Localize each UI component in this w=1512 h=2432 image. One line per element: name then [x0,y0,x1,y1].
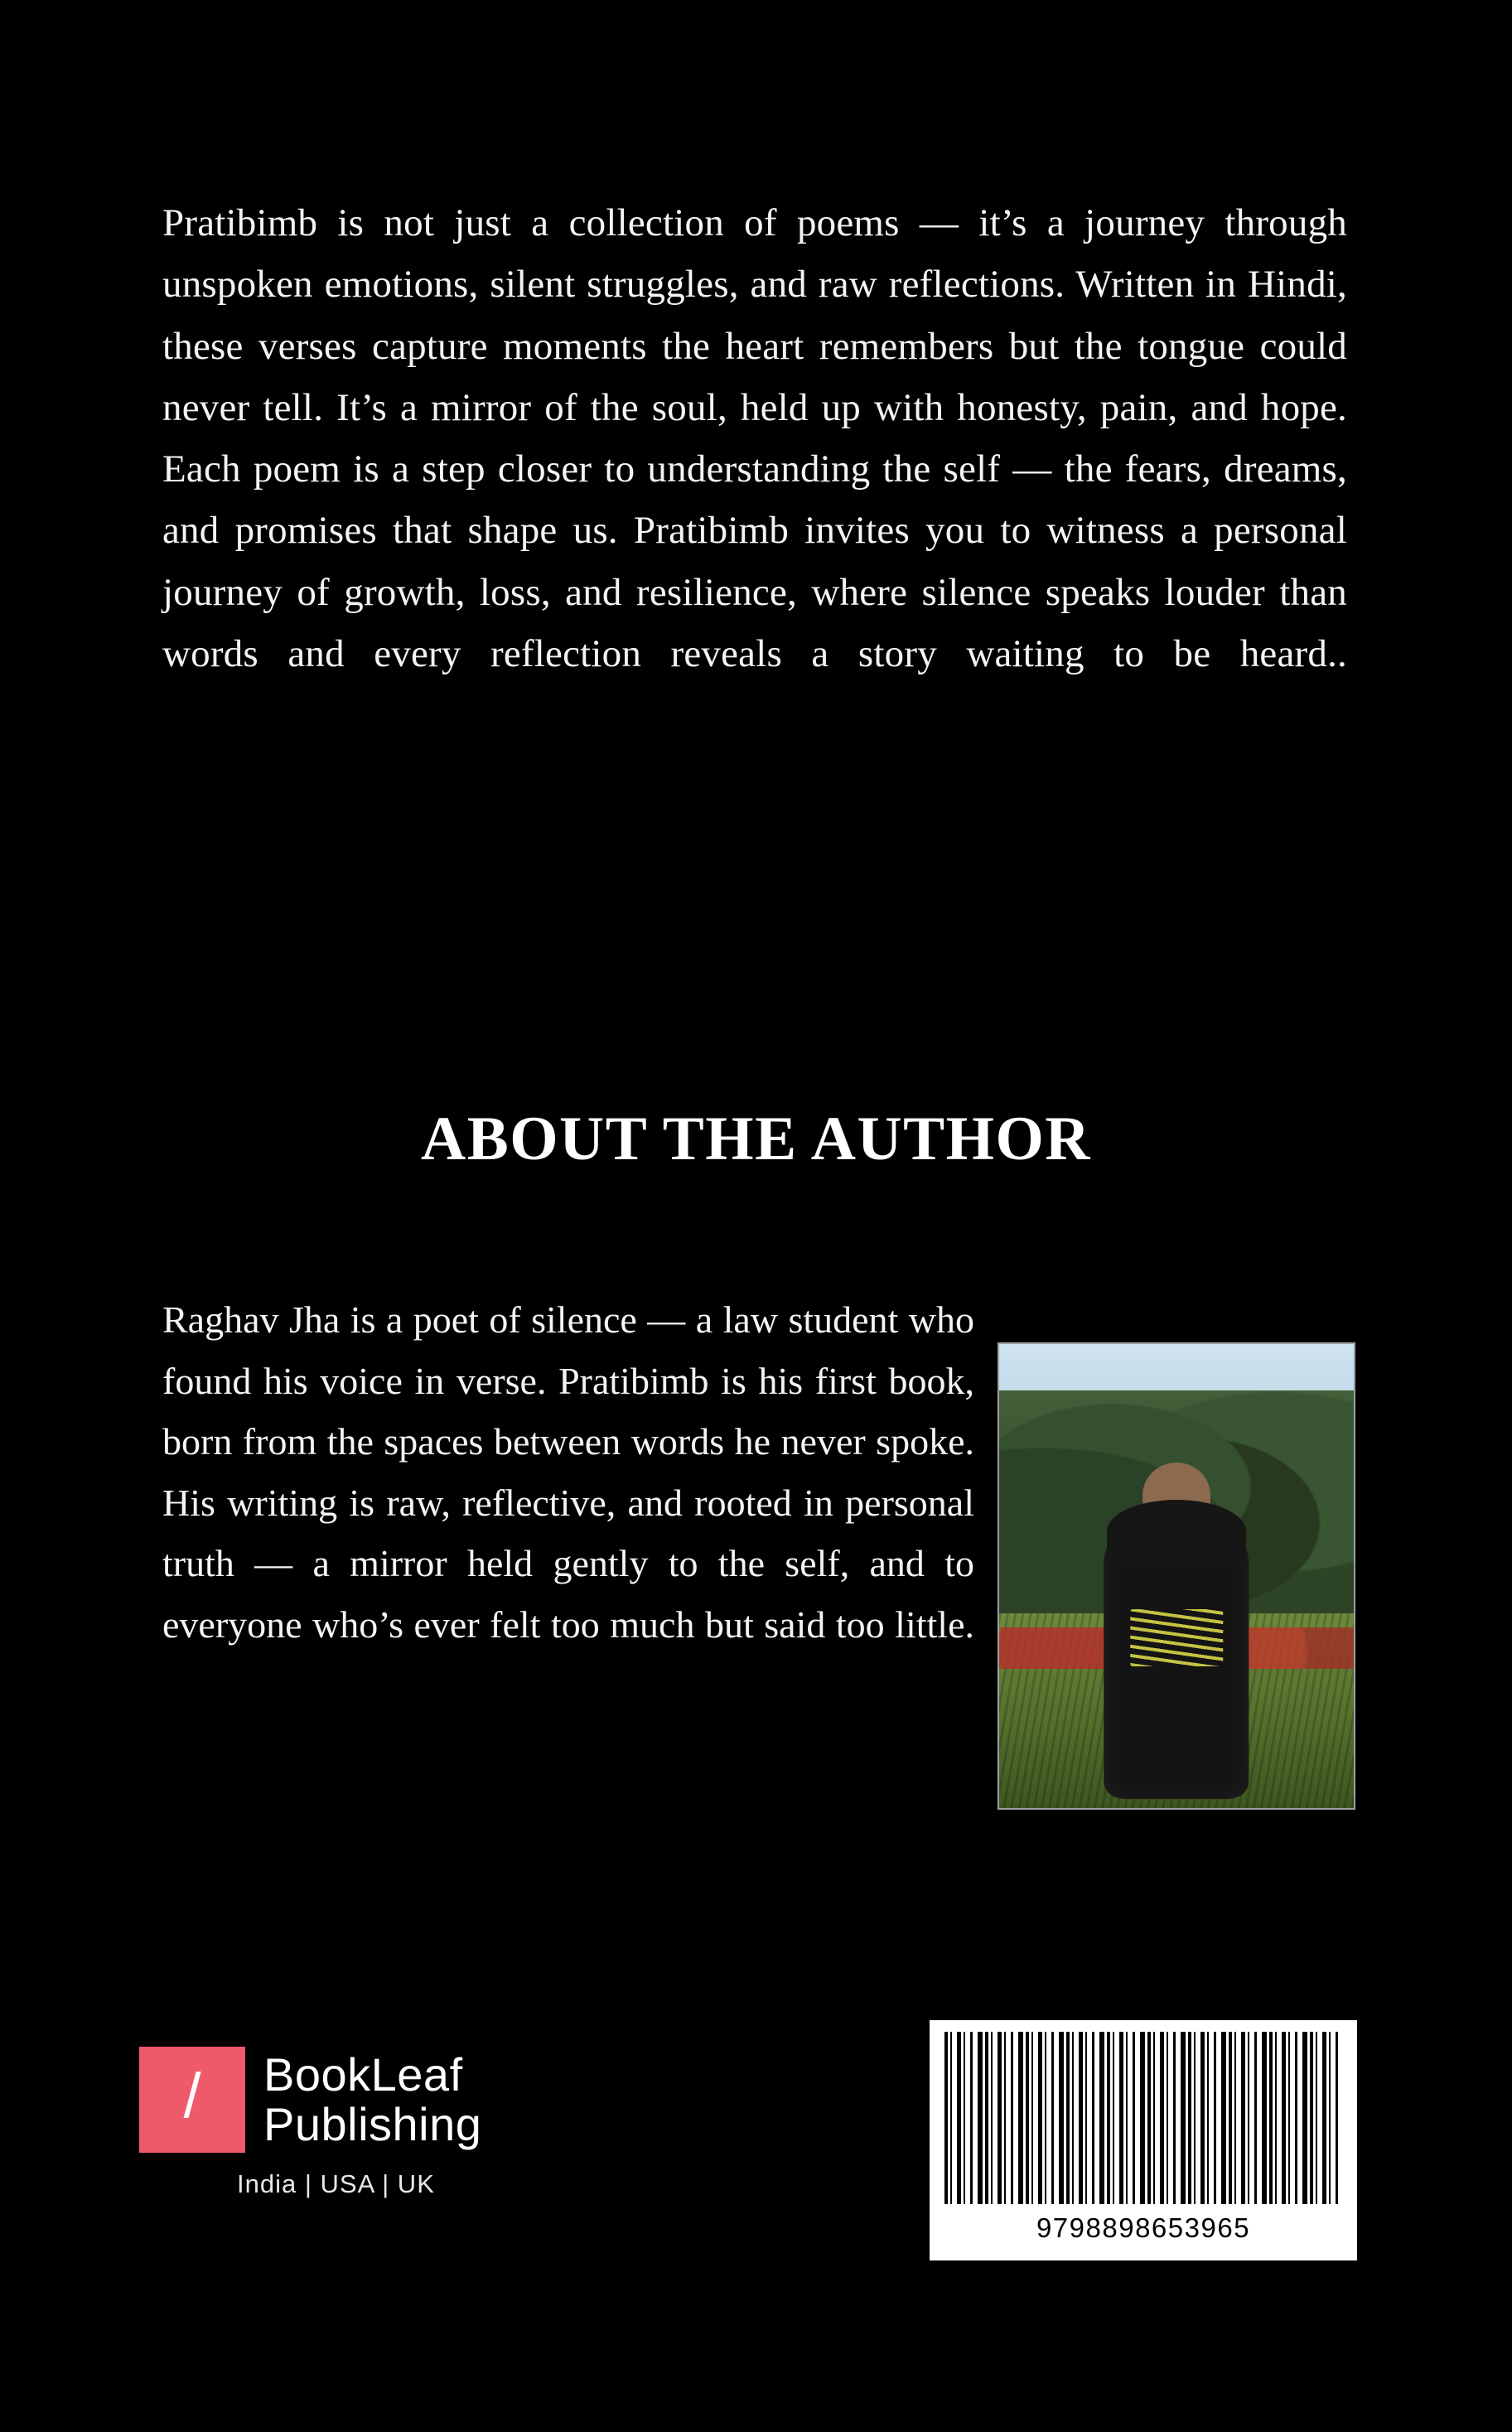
photo-hoodie-print [1130,1609,1223,1666]
barcode-number: 9798898653965 [1036,2212,1251,2243]
slash-glyph: / [183,2061,201,2131]
photo-person [1104,1511,1249,1799]
photo-person-hood [1107,1500,1246,1563]
publisher-name-line1: BookLeaf [263,2048,463,2101]
book-blurb: Pratibimb is not just a collection of poems — it’s a journey through unspoken emotions, silent struggles, and raw reflections. Written in Hindi, these verses capture moments the heart remembers but the tongue could never tell. It’s a mirror of the soul, held up with honesty, pain, and hope. Each poem is a step closer to understanding the self — the fears, dreams, and promises that shape us. Pratibimb invites you to witness a personal journey of growth, loss, and resilience, where silence speaks louder than words and every reflection reveals a story waiting to be heard.. [162,201,1347,675]
publisher-regions: India | USA | UK [237,2169,435,2198]
publisher-logo [139,2047,570,2199]
author-bio: Raghav Jha is a poet of silence — a law student who found his voice in verse. Pratibimb is his first book, born from the spaces between words he never spoke. His writing is raw, reflective, and rooted in personal truth — a mirror held gently to the self, and to everyone who’s ever felt too much but said too little. [162,1298,974,1646]
isbn-barcode [930,2020,1357,2260]
publisher-name [263,2050,481,2150]
author-section [162,1251,1355,1820]
about-the-author-heading: ABOUT THE AUTHOR [421,1105,1091,1174]
author-photo [998,1342,1355,1810]
barcode-bars [944,2032,1342,2204]
publisher-logo-row [139,2047,570,2153]
slash-logo-icon [139,2047,245,2153]
publisher-name-line2: Publishing [263,2098,482,2150]
